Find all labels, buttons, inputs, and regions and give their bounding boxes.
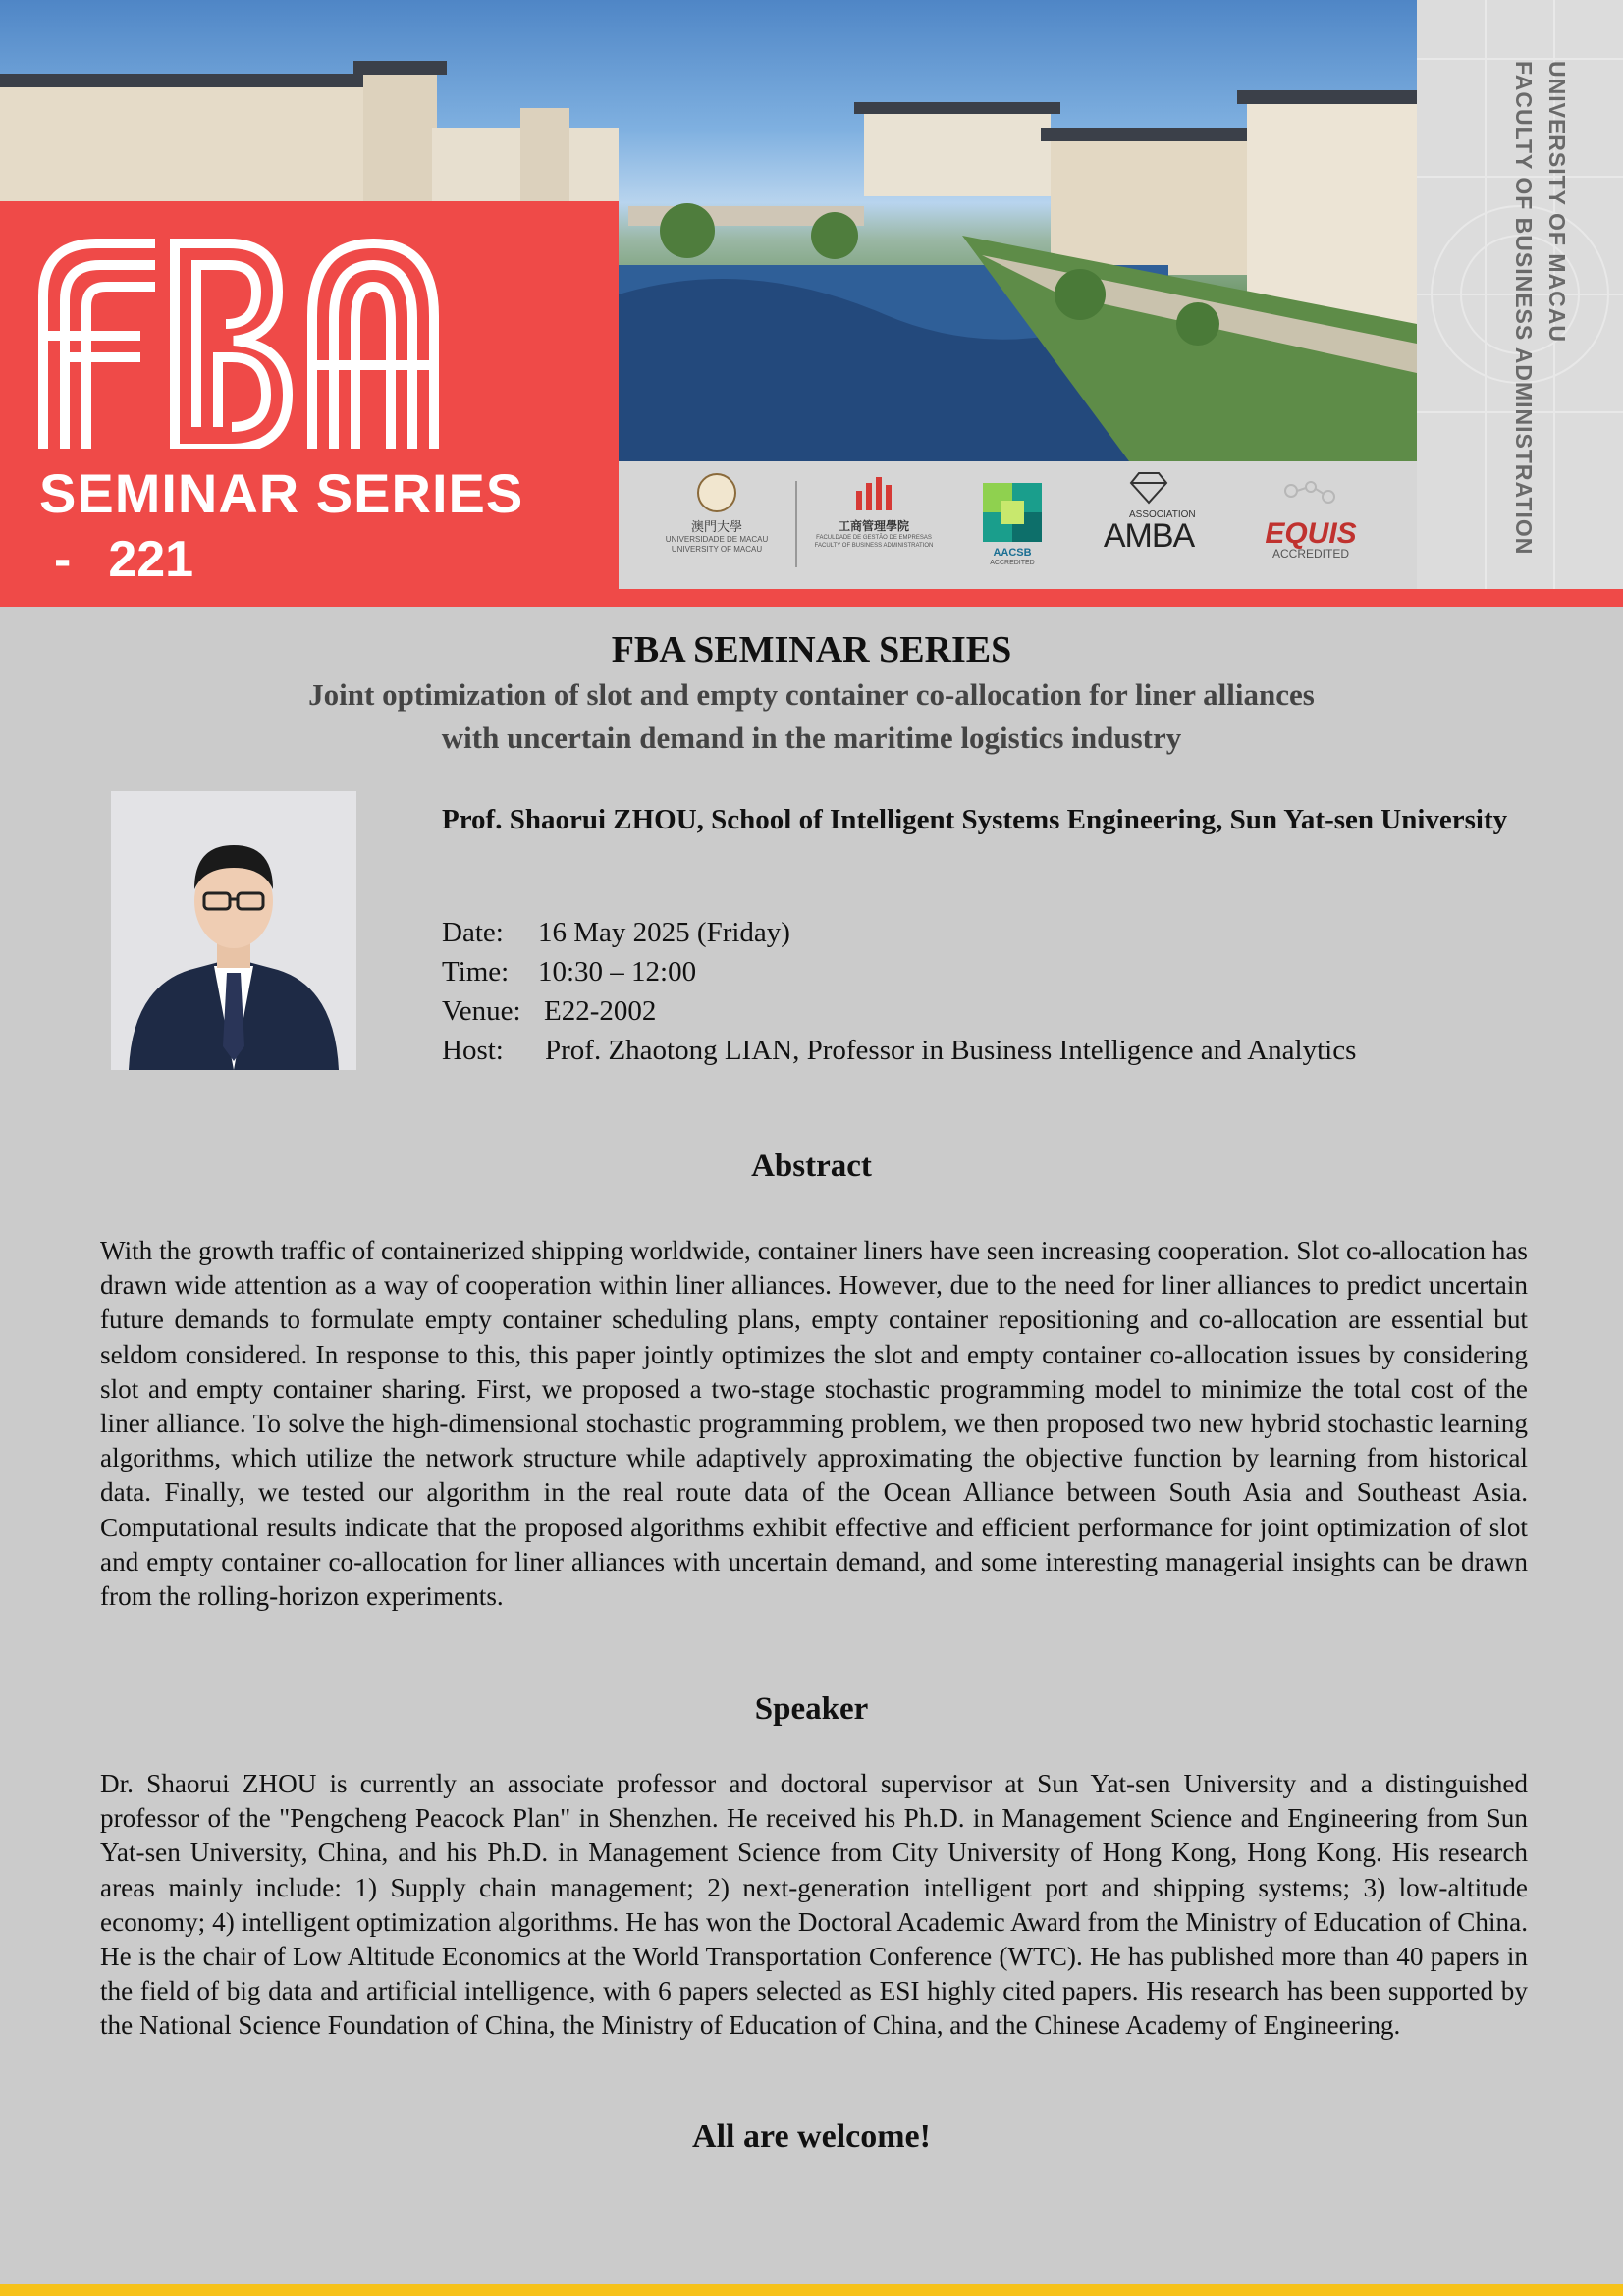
header-banner bbox=[0, 0, 1623, 607]
closing-line: All are welcome! bbox=[692, 2118, 931, 2155]
amba-logo: ASSOCIATION AMBA bbox=[1090, 471, 1208, 552]
abstract-heading: Abstract bbox=[751, 1148, 872, 1184]
equis-network-icon bbox=[1281, 481, 1340, 514]
speaker-photo bbox=[111, 791, 356, 1070]
time-row: Time: 10:30 – 12:00 bbox=[442, 956, 697, 988]
fba-signal-icon bbox=[852, 473, 895, 512]
aacsb-icon bbox=[983, 483, 1042, 542]
speaker-bio-text: Dr. Shaorui ZHOU is currently an associate professor and doctoral supervisor at Sun Yat-sen University and a distinguished professor of the "Pengcheng Peacock Plan" in Shenzhen. He received his Ph.D. in Management Science and Engineering from Sun Yat-sen University, China, and his Ph.D. in Management Science from City University of Hong Kong, Hong Kong. His research areas mainly include: 1) Supply chain management; 2) next-generation intelligent port and shipping systems; 3) low-altitude economy; 4) intelligent optimization algorithms. He has won the Doctoral Academic Award from the Ministry of Education of China. He is the chair of Low Altitude Economics at the World Transportation Conference (WTC). He has published more than 40 papers in the field of big data and artificial intelligence, with 6 papers selected as ESI highly cited papers. His research has been supported by the National Science Foundation of China, the Ministry of Education of China, and the Chinese Academy of Engineering. bbox=[100, 1769, 1528, 2041]
speaker-name: Prof. Shaorui ZHOU, School of Intelligent Systems Engineering, Sun Yat-sen University bbox=[442, 804, 1508, 835]
date-row: Date: 16 May 2025 (Friday) bbox=[442, 917, 790, 948]
logo-divider bbox=[795, 481, 797, 567]
page-title: FBA SEMINAR SERIES bbox=[611, 629, 1012, 670]
issue-number: - 221 bbox=[54, 531, 194, 588]
speaker-portrait bbox=[111, 791, 356, 1070]
equis-logo: EQUIS ACCREDITED bbox=[1247, 481, 1375, 559]
venue-row: Venue: E22-2002 bbox=[442, 995, 657, 1027]
banner-bottom-bar bbox=[0, 589, 1623, 607]
um-logo: 澳門大學 UNIVERSIDADE DE MACAU UNIVERSITY OF MACAU bbox=[658, 473, 776, 555]
footer-bar bbox=[0, 2284, 1623, 2296]
um-crest-icon bbox=[697, 473, 736, 512]
accreditation-logo-strip bbox=[619, 461, 1417, 589]
university-side-text: UNIVERSITY OF MACAU FACULTY OF BUSINESS ADMINISTRATION bbox=[1511, 61, 1570, 556]
amba-diamond-icon bbox=[1129, 471, 1168, 505]
fba-logo: 工商管理學院 FACULDADE DE GESTÃO DE EMPRESAS FACULTY OF BUSINESS ADMINISTRATION bbox=[810, 473, 938, 550]
aacsb-logo: AACSB ACCREDITED bbox=[982, 483, 1043, 568]
seminar-topic: Joint optimization of slot and empty container co-allocation for liner alliances with uncertain demand in the maritime logistics industry bbox=[308, 677, 1315, 755]
series-label: SEMINAR SERIES bbox=[39, 462, 524, 524]
host-row: Host: Prof. Zhaotong LIAN, Professor in Business Intelligence and Analytics bbox=[442, 1035, 1357, 1066]
fba-monogram-logo bbox=[37, 238, 440, 449]
speaker-heading: Speaker bbox=[754, 1691, 869, 1727]
abstract-text: With the growth traffic of containerized shipping worldwide, container liners have seen increasing cooperation. Slot co-allocation has drawn wide attention as a way of cooperation within liner alliances. However, due to the need for liner alliances to predict uncertain future demands to formulate empty container scheduling plans, empty container repositioning and co-allocation are essential but seldom considered. In response to this, this paper jointly optimizes the slot and empty container co-allocation issues by considering slot and empty container sharing. First, we proposed a two-stage stochastic programming model to minimize the total cost of the liner alliance. To solve the high-dimensional stochastic programming problem, we then proposed two new hybrid stochastic learning algorithms, which utilize the network structure while adaptively approximating the objective function by learning from historical data. Finally, we tested our algorithm in the real route data of the Ocean Alliance between South Asia and Southeast Asia. Computational results indicate that the proposed algorithms exhibit effective and efficient performance for joint optimization of slot and empty container co-allocation for liner alliances with uncertain demand, and some interesting managerial insights can be drawn from the rolling-horizon experiments. bbox=[100, 1236, 1528, 1612]
